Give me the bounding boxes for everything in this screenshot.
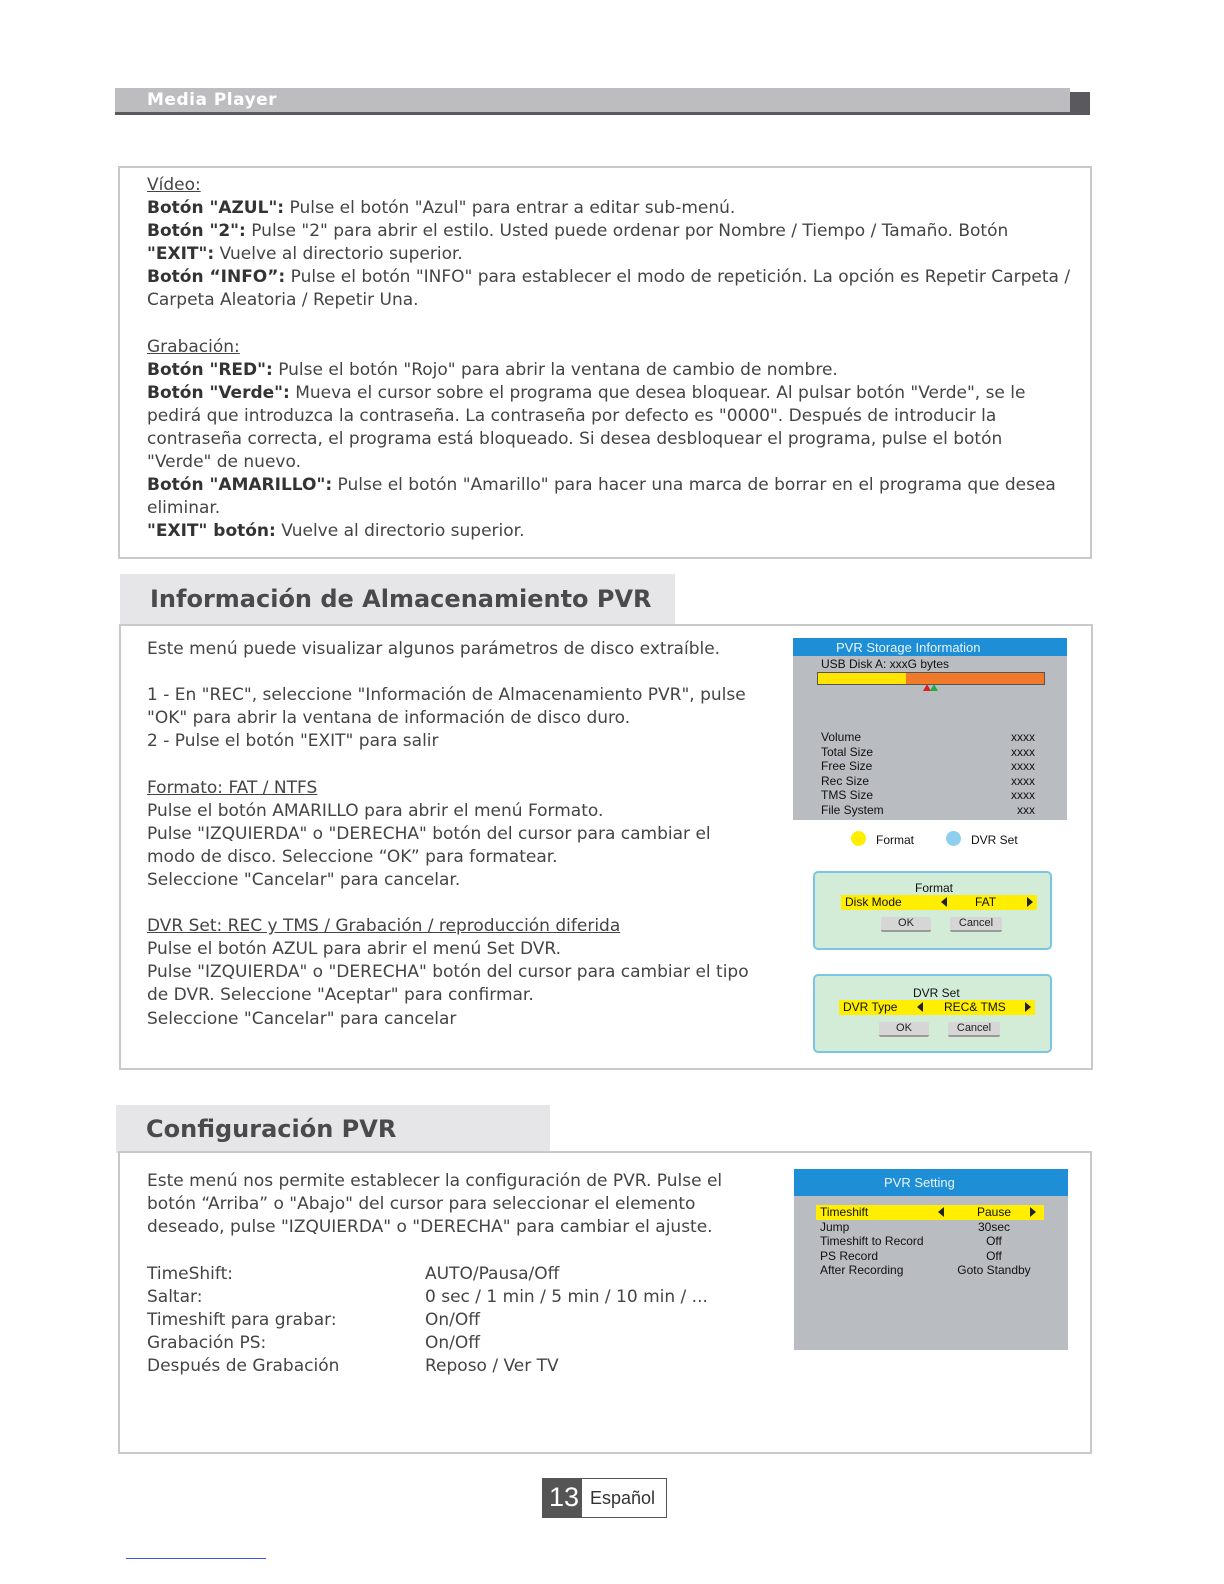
grab-exit-label: "EXIT" botón: [147,521,276,542]
format-line-1: Pulse el botón AMARILLO para abrir el menú Formato. [147,800,604,821]
verde-text-2: pedirá que introduzca la contraseña. La contraseña por defecto es "0000". Después de introducir la [147,405,997,426]
config-intro-2: botón “Arriba” o "Abajo" del cursor para seleccionar el elemento [147,1194,696,1215]
usb-disk-label: USB Disk A: xxxG bytes [821,657,950,671]
exit-text: Vuelve al directorio superior. [214,244,463,265]
storage-row-value: xxxx [1011,744,1035,759]
storage-screen-title: PVR Storage Information [836,640,981,655]
format-dialog-title: Format [915,881,954,895]
setting-screen-title: PVR Setting [884,1175,955,1190]
config-text [147,1170,767,1262]
dvr-cancel-button[interactable]: Cancel [948,1022,1000,1037]
setting-row-label: PS Record [820,1248,879,1263]
config-intro-3: deseado, pulse "IZQUIERDA" o "DERECHA" para cambiar el ajuste. [147,1217,713,1238]
storage-step1a: 1 - En "REC", seleccione "Información de Almacenamiento PVR", pulse [147,685,746,706]
footer-language: Español [590,1488,656,1508]
format-line-4: Seleccione "Cancelar" para cancelar. [147,869,461,890]
setting-row-value: Pause [976,1205,1012,1219]
storage-intro: Este menú puede visualizar algunos parámetros de disco extraíble. [147,639,721,659]
storage-row-label: Free Size [821,759,873,773]
page-number-box [542,1478,667,1518]
left-arrow-icon[interactable] [938,1207,944,1217]
disk-usage-fill [818,673,906,684]
config-option-label: TimeShift: [147,1264,233,1284]
setting-rows [816,1205,1044,1278]
right-arrow-icon[interactable] [1025,1002,1031,1012]
azul-label: Botón "AZUL": [147,198,285,219]
dvr-line-2: Pulse "IZQUIERDA" o "DERECHA" botón del cursor para cambiar el tipo [147,962,749,983]
amarillo-label: Botón "AMARILLO": [147,475,333,496]
video-heading: Vídeo: [147,175,201,195]
config-intro-1: Este menú nos permite establecer la configuración de PVR. Pulse el [147,1171,723,1191]
config-option-row [147,1309,767,1332]
media-player-text [147,174,1082,544]
dvr-ok-button[interactable]: OK [879,1022,929,1037]
verde-text: Mueva el cursor sobre el programa que desea bloquear. Al pulsar botón "Verde", se le [289,382,1026,403]
format-legend-dot [851,831,866,846]
config-option-value: On/Off [425,1310,480,1331]
azul-text: Pulse el botón "Azul" para entrar a editar sub-menú. [284,198,736,219]
setting-row-value: Goto Standby [957,1263,1031,1277]
storage-step2: 2 - Pulse el botón "EXIT" para salir [147,731,439,752]
config-section-title: Configuración PVR [116,1105,550,1153]
disk-mode-label: Disk Mode [845,895,902,909]
setting-screen-title-bar [794,1169,1068,1196]
setting-row-label: Timeshift to Record [820,1234,924,1248]
dos-text: Pulse "2" para abrir el estilo. Usted puede ordenar por Nombre / Tiempo / Tamaño. Botón [245,221,1009,242]
grab-exit-text: Vuelve al directorio superior. [275,521,525,542]
header-cap [1070,92,1090,115]
info-text-2: Carpeta Aleatoria / Repetir Una. [147,290,419,311]
storage-rows [821,730,1035,817]
setting-row-label: Jump [820,1219,850,1234]
format-legend-label: Format [876,833,915,847]
format-dialog [813,871,1052,950]
dvr-line-1: Pulse el botón AZUL para abrir el menú Set DVR. [147,939,562,960]
format-line-2: Pulse "IZQUIERDA" o "DERECHA" botón del cursor para cambiar el [147,823,711,844]
dvr-line-4: Seleccione "Cancelar" para cancelar [147,1008,457,1029]
page-header-bar [115,88,1070,115]
setting-screen [794,1169,1068,1350]
dvrset-legend-dot [946,831,961,846]
dvr-dialog [813,974,1052,1053]
verde-label: Botón "Verde": [147,382,290,403]
dvr-heading: DVR Set: REC y TMS / Grabación / reproducción diferida [147,916,621,937]
config-option-row [147,1332,767,1355]
dvr-type-label: DVR Type [843,1000,898,1014]
config-option-label: Después de Grabación [147,1356,340,1377]
storage-screen-title-bar [793,638,1067,656]
setting-row[interactable] [816,1205,1044,1220]
info-label: Botón “INFO”: [147,267,286,288]
config-option-label: Saltar: [147,1287,203,1308]
verde-text-3: contraseña correcta, el programa está bloqueado. Si desea desbloquear el programa, pulse el botón [147,429,1003,450]
config-option-value: AUTO/Pausa/Off [425,1264,560,1284]
left-arrow-icon[interactable] [917,1002,923,1012]
storage-row-value: xxxx [1011,773,1035,788]
storage-row-label: TMS Size [821,788,874,802]
format-line-3: modo de disco. Seleccione “OK” para formatear. [147,846,558,867]
dvrset-legend-label: DVR Set [971,833,1018,847]
storage-row-value: xxx [1017,802,1035,817]
amarillo-text: Pulse el botón "Amarillo" para hacer una marca de borrar en el programa que desea [332,475,1056,496]
storage-section-title: Información de Almacenamiento PVR [120,574,675,624]
storage-row [821,774,1035,789]
config-option-row [147,1355,767,1378]
red-text: Pulse el botón "Rojo" para abrir la ventana de cambio de nombre. [272,359,838,380]
verde-text-4: "Verde" de nuevo. [147,452,301,473]
usage-marker-green [930,684,938,691]
storage-row [821,730,1035,745]
storage-row-value: xxxx [1011,730,1035,744]
header-title: Media Player [147,90,278,110]
config-option-value: Reposo / Ver TV [425,1356,559,1377]
info-text: Pulse el botón "INFO" para establecer el modo de repetición. La opción es Repetir Carpeta / [285,267,1071,288]
setting-row[interactable] [816,1220,1044,1235]
storage-row-label: Volume [821,730,862,744]
storage-row-value: xxxx [1011,788,1035,802]
storage-row-label: Total Size [821,744,874,759]
setting-row[interactable] [816,1234,1044,1249]
storage-row [821,788,1035,803]
grabacion-heading: Grabación: [147,336,240,357]
red-label: Botón "RED": [147,359,273,380]
storage-row-label: File System [821,802,884,817]
config-option-row [147,1286,767,1309]
setting-row[interactable] [816,1263,1044,1278]
config-options-list [147,1263,767,1378]
storage-row-value: xxxx [1011,759,1035,773]
config-option-value: 0 sec / 1 min / 5 min / 10 min / ... [425,1287,708,1308]
dvr-dialog-title: DVR Set [913,986,960,1000]
setting-row-label: Timeshift [820,1205,869,1219]
format-cancel-button[interactable]: Cancel [950,917,1002,932]
dvr-line-3: de DVR. Seleccione "Aceptar" para confirmar. [147,985,534,1006]
config-option-value: On/Off [425,1333,480,1354]
disk-mode-value: FAT [975,895,997,909]
storage-row [821,803,1035,818]
dos-label: Botón "2": [147,221,246,242]
right-arrow-icon[interactable] [1030,1207,1036,1217]
storage-screen [793,638,1067,820]
dvr-type-value: REC& TMS [944,1000,1006,1014]
config-option-row [147,1263,767,1286]
setting-row[interactable] [816,1249,1044,1264]
setting-row-label: After Recording [820,1263,904,1277]
setting-row-value: 30sec [977,1219,1011,1234]
storage-row [821,759,1035,774]
config-option-label: Timeshift para grabar: [147,1310,337,1331]
storage-step1b: "OK" para abrir la ventana de información de disco duro. [147,708,631,729]
amarillo-text-2: eliminar. [147,498,221,519]
setting-row-value: Off [986,1234,1002,1248]
format-ok-button[interactable]: OK [881,917,931,932]
exit-label: "EXIT": [147,244,215,265]
format-heading: Formato: FAT / NTFS [147,777,318,798]
storage-row [821,745,1035,760]
left-arrow-icon[interactable] [941,897,947,907]
storage-text [147,638,777,1031]
footer-rule [126,1558,266,1559]
right-arrow-icon[interactable] [1027,897,1033,907]
page-number: 13 [549,1482,580,1512]
config-option-label: Grabación PS: [147,1333,267,1354]
setting-row-value: Off [986,1248,1002,1263]
storage-row-label: Rec Size [821,773,870,788]
